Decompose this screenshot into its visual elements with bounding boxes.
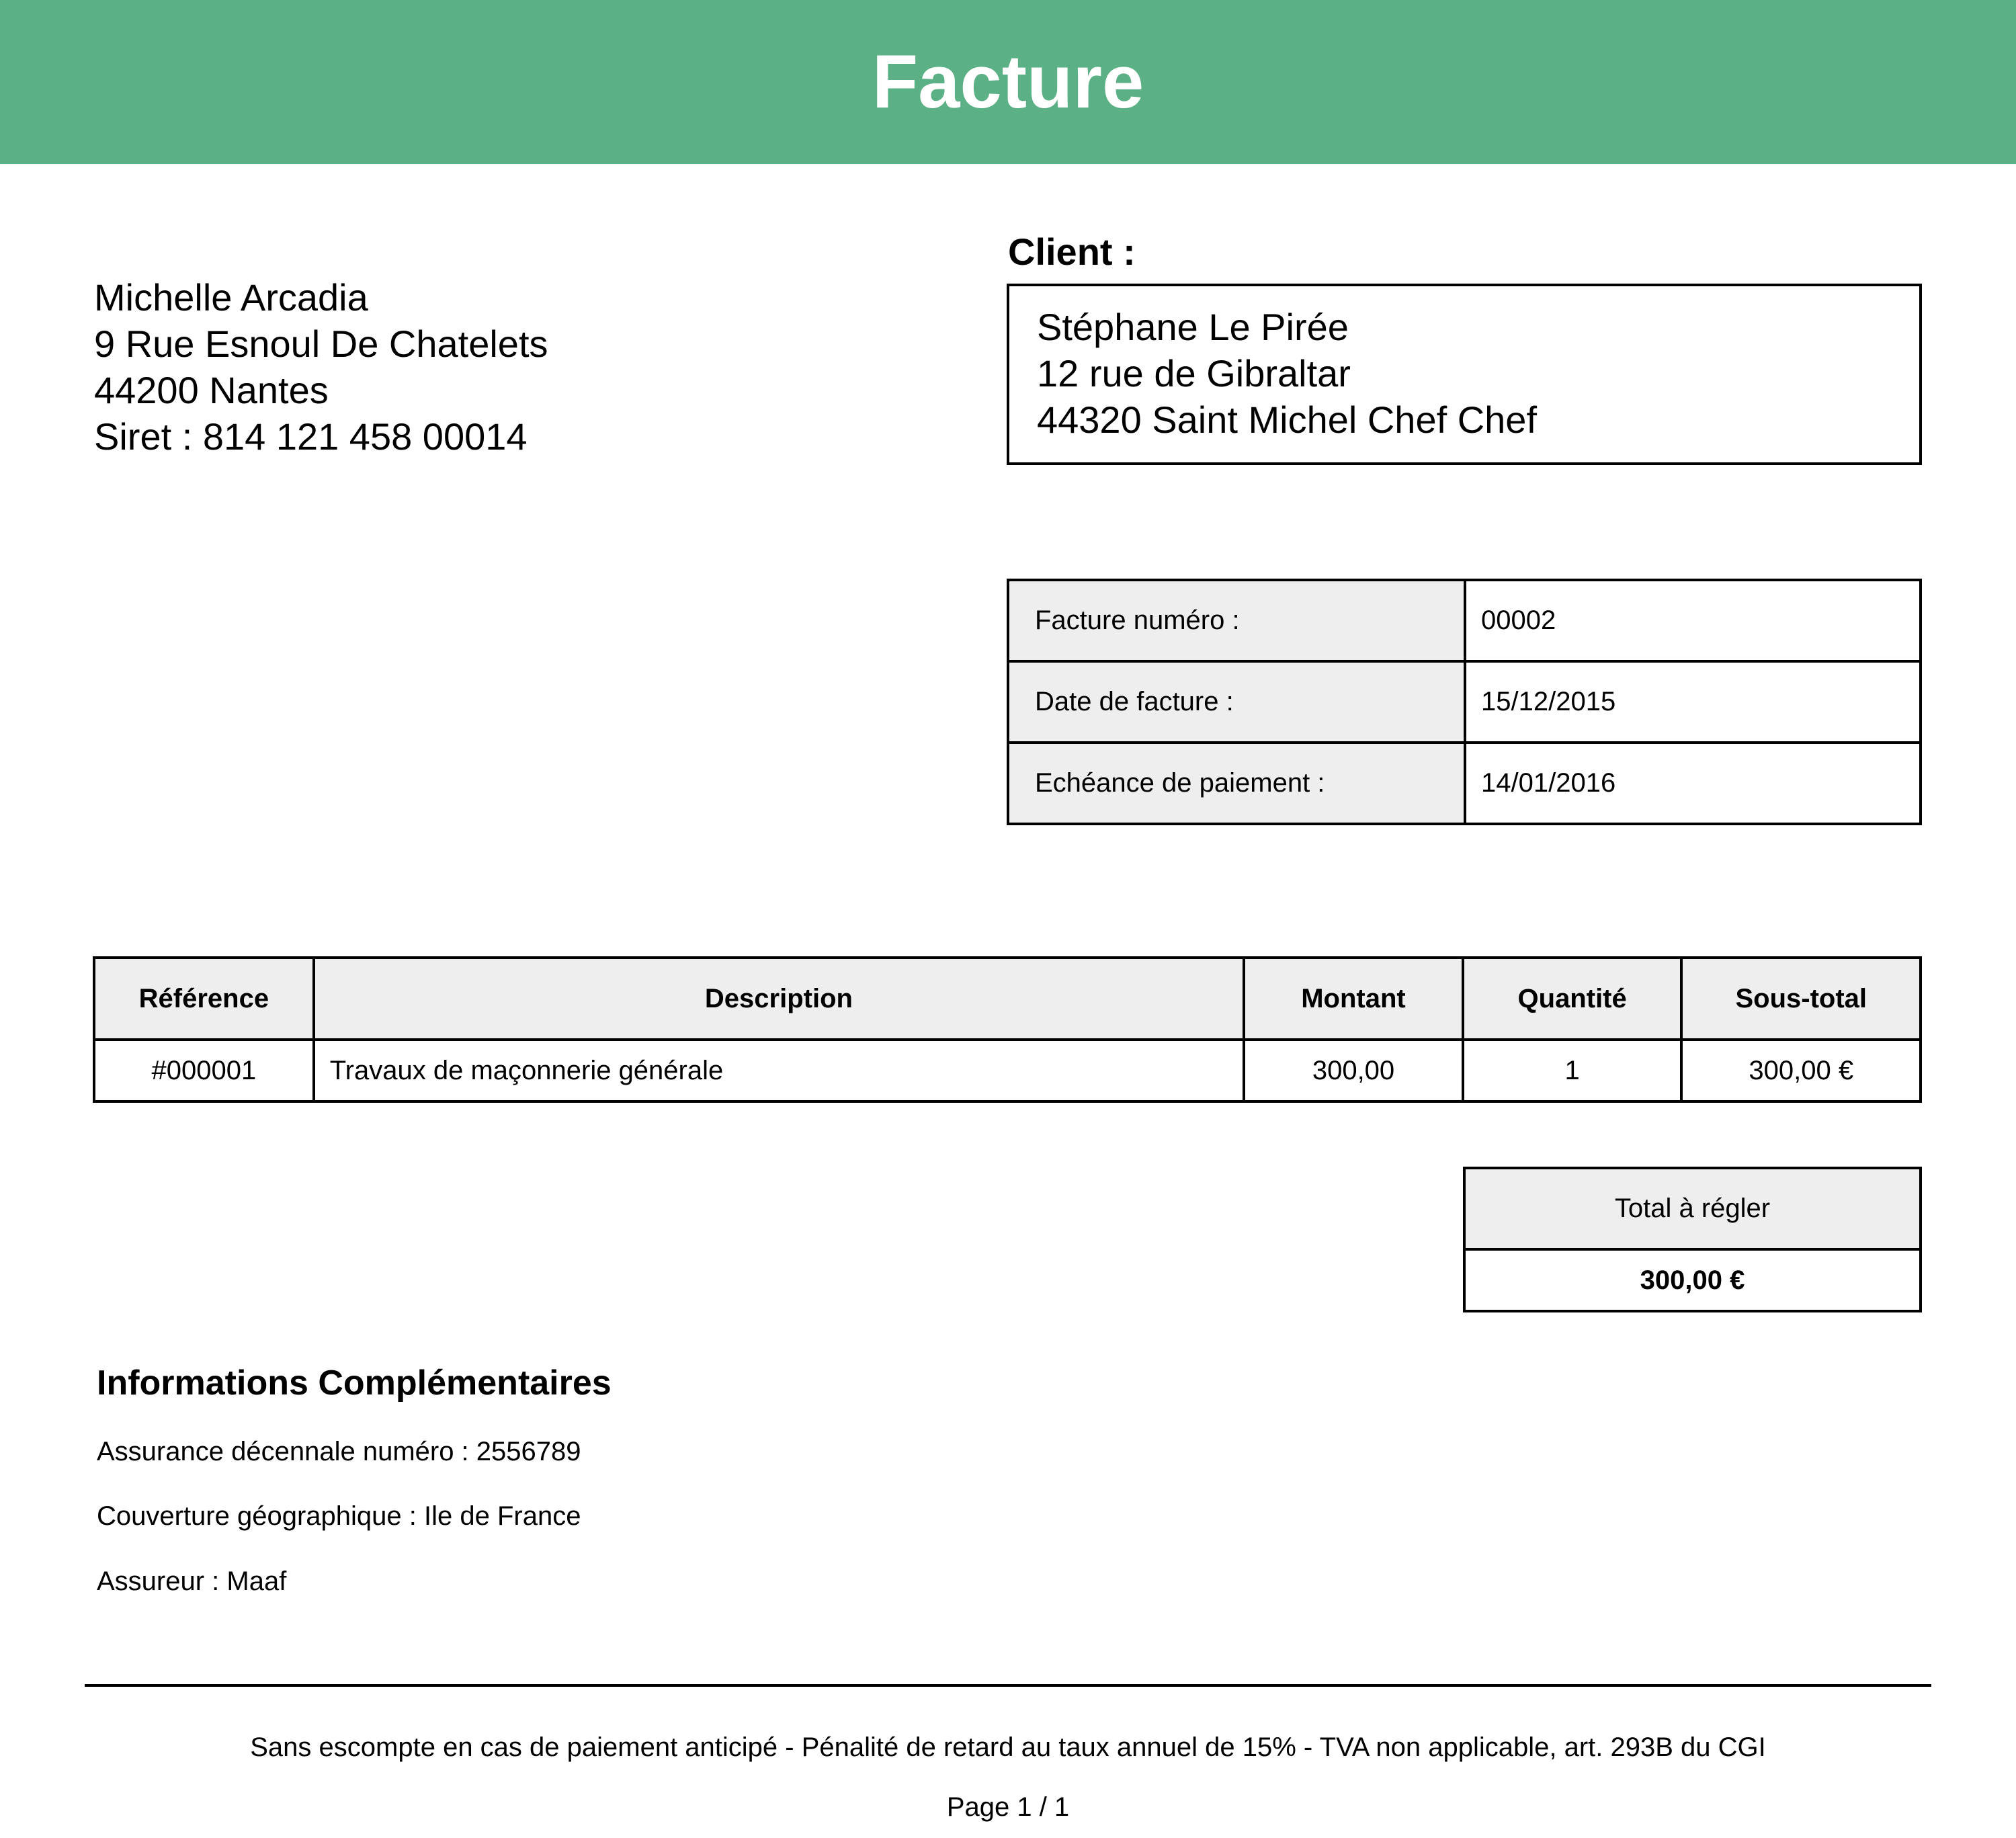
invoice-date-value: 15/12/2015 [1465, 661, 1921, 743]
issuer-street: 9 Rue Esnoul De Chatelets [94, 323, 548, 365]
invoice-date-row [1008, 661, 1921, 743]
issuer-address [94, 274, 548, 460]
items-table [93, 956, 1922, 1103]
insurance-number: Assurance décennale numéro : 2556789 [97, 1437, 581, 1466]
client-street: 12 rue de Gibraltar [1037, 352, 1351, 394]
table-row [94, 1040, 1921, 1101]
items-header-row [94, 958, 1921, 1040]
header-description: Description [314, 958, 1244, 1040]
invoice-number-label: Facture numéro : [1008, 580, 1465, 661]
footer-divider [85, 1684, 1931, 1687]
invoice-info-table [1007, 579, 1922, 825]
item-amount: 300,00 [1244, 1040, 1463, 1101]
client-label: Client : [1008, 231, 1136, 273]
additional-info-title: Informations Complémentaires [97, 1364, 612, 1403]
legal-notice: Sans escompte en cas de paiement anticipé - Pénalité de retard au taux annuel de 15% - TVA non applicable, art. 293B du CGI [250, 1732, 1766, 1762]
insurer: Assureur : Maaf [97, 1567, 287, 1596]
client-address-box [1007, 284, 1922, 465]
payment-due-row [1008, 743, 1921, 824]
invoice-number-row [1008, 580, 1921, 661]
header-amount: Montant [1244, 958, 1463, 1040]
page-number: Page 1 / 1 [946, 1792, 1070, 1822]
geographic-coverage: Couverture géographique : Ile de France [97, 1501, 581, 1531]
header-banner [0, 0, 2016, 164]
total-label: Total à régler [1464, 1168, 1921, 1249]
issuer-city: 44200 Nantes [94, 369, 329, 411]
invoice-number-value: 00002 [1465, 580, 1921, 661]
issuer-name: Michelle Arcadia [94, 276, 368, 319]
item-subtotal: 300,00 € [1681, 1040, 1921, 1101]
header-subtotal: Sous-total [1681, 958, 1921, 1040]
page-title: Facture [872, 40, 1144, 124]
invoice-date-label: Date de facture : [1008, 661, 1465, 743]
total-table [1463, 1167, 1922, 1312]
total-value: 300,00 € [1464, 1249, 1921, 1311]
item-reference: #000001 [94, 1040, 314, 1101]
issuer-siret: Siret : 814 121 458 00014 [94, 415, 528, 458]
payment-due-label: Echéance de paiement : [1008, 743, 1465, 824]
payment-due-value: 14/01/2016 [1465, 743, 1921, 824]
item-quantity: 1 [1463, 1040, 1682, 1101]
item-description: Travaux de maçonnerie générale [314, 1040, 1244, 1101]
header-quantity: Quantité [1463, 958, 1682, 1040]
header-reference: Référence [94, 958, 314, 1040]
client-city: 44320 Saint Michel Chef Chef [1037, 399, 1537, 441]
client-name: Stéphane Le Pirée [1037, 306, 1349, 348]
